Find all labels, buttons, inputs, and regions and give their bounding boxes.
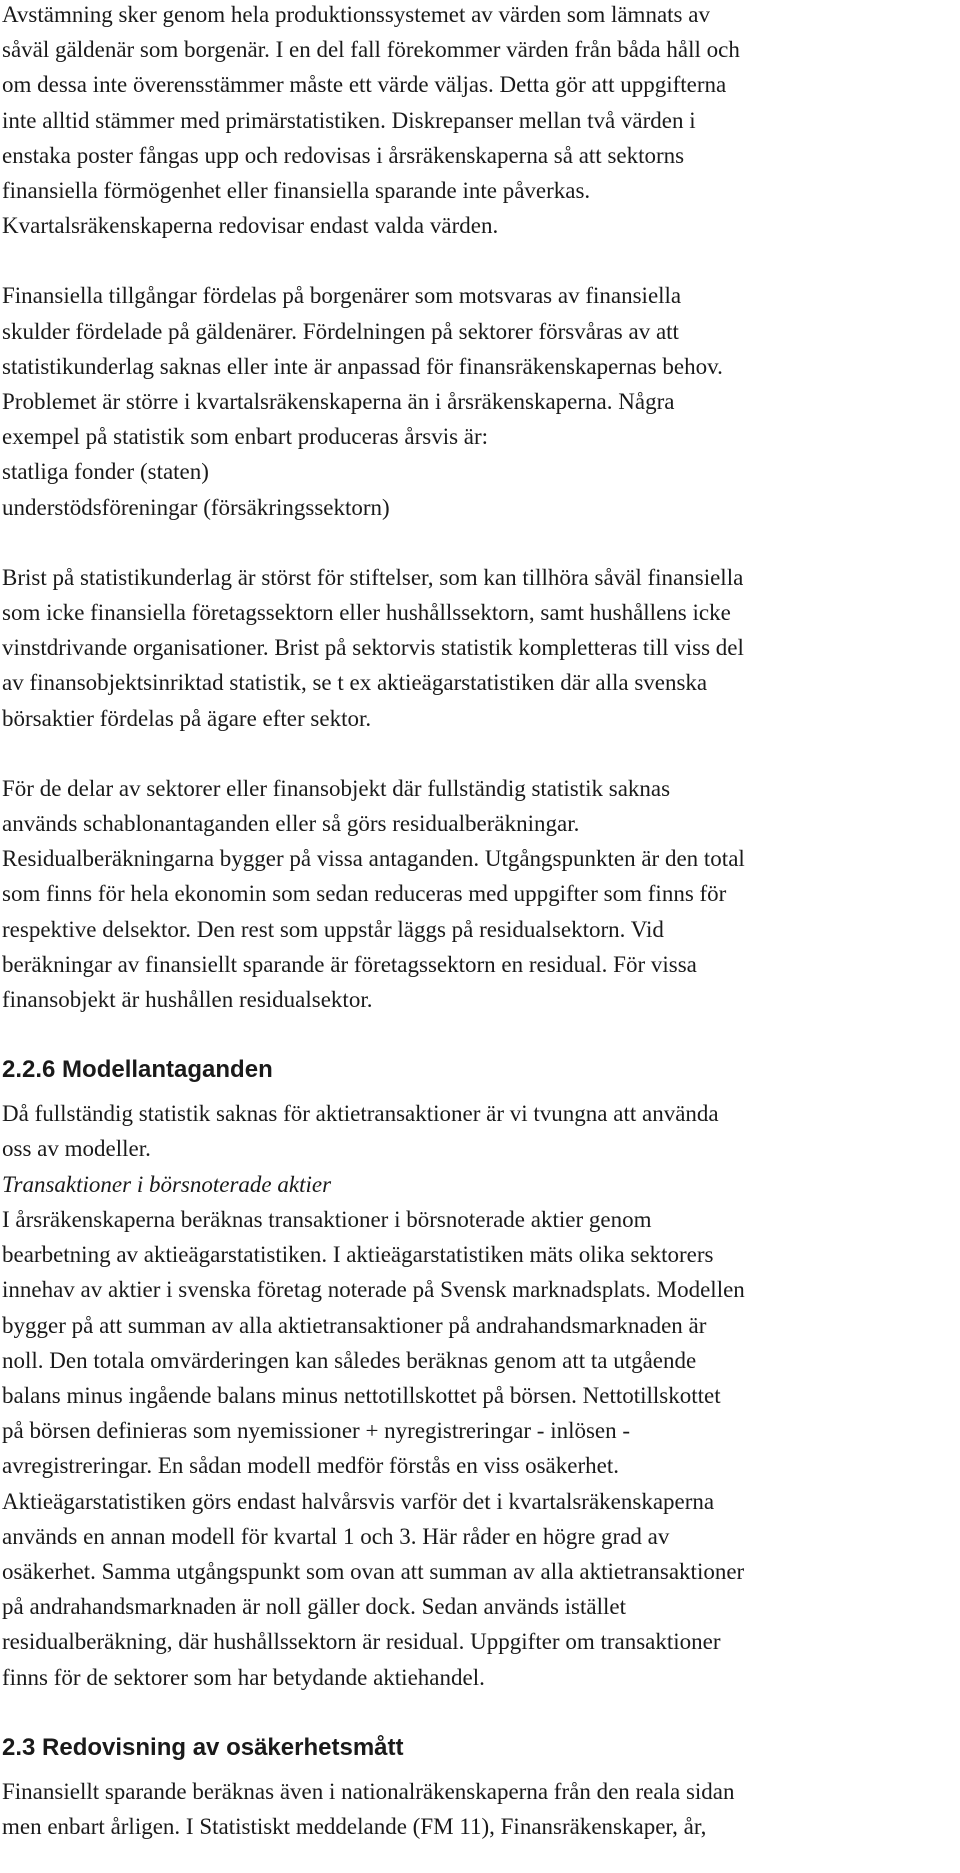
subheading-listed-share-transactions: Transaktioner i börsnoterade aktier xyxy=(2,1171,332,1197)
text-line: Problemet är större i kvartalsräkenskaperna än i årsräkenskaperna. Några xyxy=(2,389,675,415)
text-line: om dessa inte överensstämmer måste ett värde väljas. Detta gör att uppgifterna xyxy=(2,72,727,98)
text-line: finansobjekt är hushållen residualsektor. xyxy=(2,987,373,1013)
text-line: För de delar av sektorer eller finansobjekt där fullständig statistik saknas xyxy=(2,775,671,801)
paragraph-financial-saving xyxy=(2,1774,956,1844)
text-line: används schablonantaganden eller så görs residualberäkningar. xyxy=(2,811,580,837)
text-line: på andrahandsmarknaden är noll gäller dock. Sedan används istället xyxy=(2,1594,626,1620)
text-line: noll. Den totala omvärderingen kan således beräknas genom att ta utgående xyxy=(2,1347,697,1373)
text-line: börsaktier fördelas på ägare efter sektor. xyxy=(2,705,372,731)
paragraph-sector-allocation xyxy=(2,278,956,524)
paragraph-listed-share-model xyxy=(2,1202,956,1695)
text-line: residualberäkning, där hushållssektorn är residual. Uppgifter om transaktioner xyxy=(2,1629,721,1655)
text-line: såväl gäldenär som borgenär. I en del fall förekommer värden från båda håll och xyxy=(2,37,740,63)
text-line: vinstdrivande organisationer. Brist på sektorvis statistik kompletteras till viss del xyxy=(2,635,744,661)
text-line: Aktieägarstatistiken görs endast halvårsvis varför det i kvartalsräkenskaperna xyxy=(2,1488,715,1514)
section-heading-model-assumptions: 2.2.6 Modellantaganden xyxy=(2,1056,273,1084)
paragraph-reconciliation xyxy=(2,0,956,243)
text-line: som icke finansiella företagssektorn eller hushållssektorn, samt hushållens icke xyxy=(2,600,731,626)
text-line: innehav av aktier i svenska företag noterade på Svensk marknadsplats. Modellen xyxy=(2,1277,745,1303)
text-line: statliga fonder (staten) xyxy=(2,459,209,485)
text-line: statistikunderlag saknas eller inte är anpassad för finansräkenskapernas behov. xyxy=(2,353,723,379)
text-line: exempel på statistik som enbart produceras årsvis är: xyxy=(2,424,489,450)
text-line: bearbetning av aktieägarstatistiken. I aktieägarstatistiken mäts olika sektorers xyxy=(2,1242,714,1268)
text-line: finns för de sektorer som har betydande aktiehandel. xyxy=(2,1664,485,1690)
text-line: på börsen definieras som nyemissioner + nyregistreringar - inlösen - xyxy=(2,1418,631,1444)
text-line: osäkerhet. Samma utgångspunkt som ovan att summan av alla aktietransaktioner xyxy=(2,1558,745,1584)
text-line: Avstämning sker genom hela produktionssystemet av värden som lämnats av xyxy=(2,2,710,27)
text-line: inte alltid stämmer med primärstatistiken. Diskrepanser mellan två värden i xyxy=(2,107,696,133)
text-line: som finns för hela ekonomin som sedan reduceras med uppgifter som finns för xyxy=(2,881,727,907)
text-line: Finansiella tillgångar fördelas på borgenärer som motsvaras av finansiella xyxy=(2,283,682,309)
text-line: I årsräkenskaperna beräknas transaktioner i börsnoterade aktier genom xyxy=(2,1206,652,1232)
text-line: Residualberäkningarna bygger på vissa antaganden. Utgångspunkten är den total xyxy=(2,846,745,872)
text-line: Brist på statistikunderlag är störst för stiftelser, som kan tillhöra såväl finansiella xyxy=(2,564,744,590)
text-line: respektive delsektor. Den rest som uppstår läggs på residualsektorn. Vid xyxy=(2,916,664,942)
text-line: Kvartalsräkenskaperna redovisar endast valda värden. xyxy=(2,213,499,239)
paragraph-models-intro xyxy=(2,1096,956,1166)
text-line: av finansobjektsinriktad statistik, se t ex aktieägarstatistiken där alla svenska xyxy=(2,670,708,696)
paragraph-missing-statistics xyxy=(2,560,956,736)
text-line: Finansiellt sparande beräknas även i nationalräkenskaperna från den reala sidan xyxy=(2,1778,735,1804)
text-line: bygger på att summan av alla aktietransaktioner på andrahandsmarknaden är xyxy=(2,1312,707,1338)
text-line: beräkningar av finansiellt sparande är företagssektorn en residual. För vissa xyxy=(2,951,697,977)
text-line: enstaka poster fångas upp och redovisas i årsräkenskaperna så att sektorns xyxy=(2,142,685,168)
text-line: oss av modeller. xyxy=(2,1136,151,1162)
text-line: finansiella förmögenhet eller finansiella sparande inte påverkas. xyxy=(2,178,591,204)
text-line: men enbart årligen. I Statistiskt meddelande (FM 11), Finansräkenskaper, år, xyxy=(2,1813,707,1839)
section-heading-uncertainty-reporting: 2.3 Redovisning av osäkerhetsmått xyxy=(2,1733,404,1761)
text-line: används en annan modell för kvartal 1 och 3. Här råder en högre grad av xyxy=(2,1523,670,1549)
document-page xyxy=(2,0,956,1844)
paragraph-residual-calculation xyxy=(2,771,956,1017)
text-line: balans minus ingående balans minus nettotillskottet på börsen. Nettotillskottet xyxy=(2,1382,721,1408)
text-line: skulder fördelade på gäldenärer. Fördelningen på sektorer försvåras av att xyxy=(2,318,679,344)
text-line: understödsföreningar (försäkringssektorn) xyxy=(2,494,390,520)
text-line: avregistreringar. En sådan modell medför förstås en viss osäkerhet. xyxy=(2,1453,619,1479)
text-line: Då fullständig statistik saknas för aktietransaktioner är vi tvungna att använda xyxy=(2,1101,719,1127)
